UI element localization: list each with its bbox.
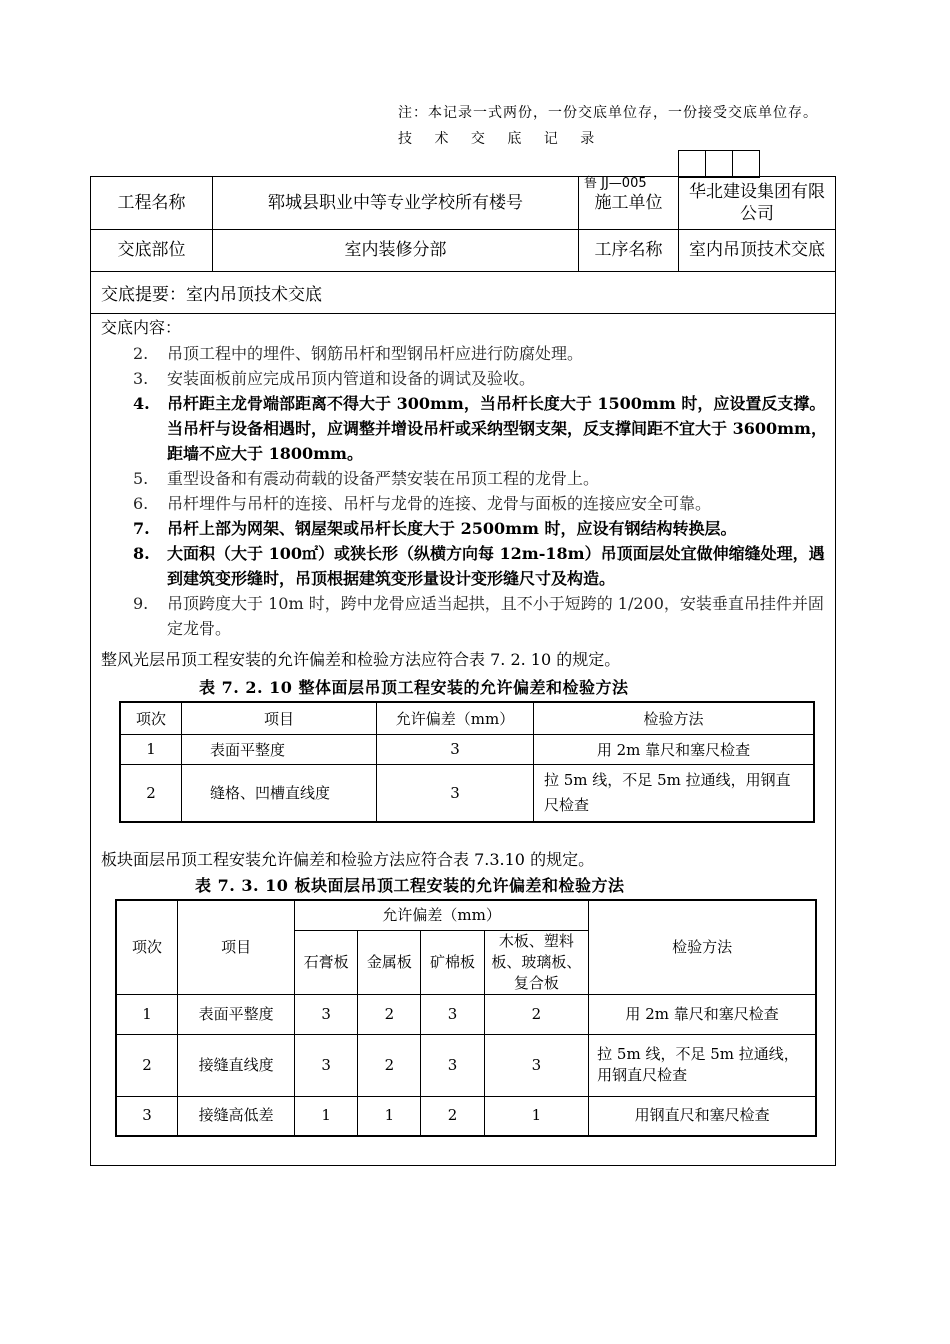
contractor-value: 华北建设集团有限公司: [689, 182, 825, 224]
table1-caption: 表 7. 2. 10 整体面层吊顶工程安装的允许偏差和检验方法: [199, 678, 629, 697]
list-item-number: 5.: [133, 469, 149, 488]
table1-cell: 表面平整度: [182, 734, 377, 764]
table2-h-sub: 木板、塑料板、玻璃板、复合板: [484, 930, 589, 994]
disclosure-summary: 交底提要：室内吊顶技术交底: [101, 284, 322, 305]
table2-cell: 3: [295, 1034, 358, 1096]
list-item-text: 吊顶工程中的埋件、钢筋吊杆和型钢吊杆应进行防腐处理。: [167, 344, 584, 363]
process-value: 室内吊顶技术交底: [689, 240, 825, 260]
project-name-label: 工程名称: [91, 177, 213, 229]
table2-intro: 板块面层吊顶工程安装允许偏差和检验方法应符合表 7.3.10 的规定。: [101, 850, 595, 869]
list-item-number: 9.: [133, 594, 149, 613]
list-item-number: 4.: [133, 394, 150, 413]
part-value: 室内装修分部: [213, 229, 579, 271]
part-label: 交底部位: [91, 229, 213, 271]
list-item: [91, 516, 837, 541]
record-number-boxes: [678, 150, 760, 178]
table-row: [116, 1034, 816, 1096]
document-title: 技 术 交 底 记 录: [398, 131, 604, 147]
content-item-list: [91, 341, 837, 641]
table2: [115, 899, 817, 1137]
table2-cell: 接缝高低差: [178, 1096, 295, 1136]
table1-header-row: [120, 702, 814, 734]
list-item: [91, 366, 837, 391]
table2-h-sub: 石膏板: [295, 930, 358, 994]
table2-cell: 2: [358, 994, 421, 1034]
table2-cell: 拉 5m 线，不足 5m 拉通线，用钢直尺检查: [589, 1034, 816, 1096]
project-name-value: 郓城县职业中等专业学校所有楼号: [213, 177, 579, 229]
header-row-2: [91, 229, 835, 272]
header-row-1: [91, 177, 835, 230]
list-item-text: 重型设备和有震动荷载的设备严禁安装在吊顶工程的龙骨上。: [167, 469, 600, 488]
table1-cell: 3: [377, 734, 534, 764]
table-row: [116, 1096, 816, 1136]
list-item-number: 6.: [133, 494, 149, 513]
record-note: 注：本记录一式两份，一份交底单位存，一份接受交底单位存。: [398, 105, 818, 121]
table2-header-row-1: [116, 900, 816, 930]
table2-h-sub: 金属板: [358, 930, 421, 994]
table2-cell: 3: [421, 994, 484, 1034]
list-item-text: 安装面板前应完成吊顶内管道和设备的调试及验收。: [167, 369, 536, 388]
content-label: 交底内容：: [101, 318, 182, 337]
table1-cell: 1: [120, 734, 182, 764]
list-item-number: 8.: [133, 544, 150, 563]
table1-cell: 缝格、凹槽直线度: [182, 764, 377, 822]
disclosure-form: [90, 176, 836, 1166]
list-item-text: 吊杆埋件与吊杆的连接、吊杆与龙骨的连接、龙骨与面板的连接应安全可靠。: [167, 494, 712, 513]
table2-h-sub: 矿棉板: [421, 930, 484, 994]
document-code: 鲁 JJ—005: [584, 176, 647, 191]
list-item-number: 2.: [133, 344, 149, 363]
list-item: [91, 491, 837, 516]
table1-h-method: 检验方法: [534, 702, 815, 734]
list-item-text: 吊杆距主龙骨端部距离不得大于 300mm，当吊杆长度大于 1500mm 时，应设置反支撑。当吊杆与设备相遇时，应调整并增设吊杆或采纳型钢支架，反支撑间距不宜大于 3600mm，距墙不应大于 1800mm。: [167, 394, 827, 463]
table2-cell: 3: [421, 1034, 484, 1096]
list-item: [91, 391, 837, 466]
table1-h-tolerance: 允许偏差（mm）: [377, 702, 534, 734]
table1-cell: 拉 5m 线，不足 5m 拉通线，用钢直尺检查: [534, 764, 815, 822]
table1-h-index: 项次: [120, 702, 182, 734]
table2-cell: 2: [116, 1034, 178, 1096]
table2-cell: 表面平整度: [178, 994, 295, 1034]
table2-cell: 2: [421, 1096, 484, 1136]
table1-h-item: 项目: [182, 702, 377, 734]
table2-cell: 接缝直线度: [178, 1034, 295, 1096]
table2-cell: 3: [295, 994, 358, 1034]
table2-h-index: 项次: [116, 900, 178, 994]
table-row: [120, 734, 814, 764]
list-item: [91, 466, 837, 491]
table2-cell: 1: [116, 994, 178, 1034]
table2-cell: 3: [116, 1096, 178, 1136]
table2-cell: 3: [484, 1034, 589, 1096]
list-item: [91, 591, 837, 641]
list-item-text: 大面积（大于 100㎡）或狭长形（纵横方向每 12m-18m）吊顶面层处宜做伸缩缝处理，遇到建筑变形缝时，吊顶根据建筑变形量设计变形缝尺寸及构造。: [167, 544, 825, 588]
list-item-text: 吊顶跨度大于 10m 时，跨中龙骨应适当起拱，且不小于短跨的 1/200，安装垂直吊挂件并固定龙骨。: [167, 594, 824, 638]
table2-cell: 1: [358, 1096, 421, 1136]
table1-cell: 3: [377, 764, 534, 822]
table2-caption: 表 7. 3. 10 板块面层吊顶工程安装的允许偏差和检验方法: [195, 876, 625, 895]
table2-cell: 用 2m 靠尺和塞尺检查: [589, 994, 816, 1034]
list-item: [91, 541, 837, 591]
list-item-text: 吊杆上部为网架、钢屋架或吊杆长度大于 2500mm 时，应设有钢结构转换层。: [167, 519, 737, 538]
table2-cell: 1: [484, 1096, 589, 1136]
table1-cell: 2: [120, 764, 182, 822]
table2-h-item: 项目: [178, 900, 295, 994]
table1: [119, 701, 815, 823]
table2-h-group: 允许偏差（mm）: [295, 900, 589, 930]
table-row: [120, 764, 814, 822]
table2-cell: 2: [484, 994, 589, 1034]
table-row: [116, 994, 816, 1034]
list-item-number: 3.: [133, 369, 149, 388]
list-item: [91, 341, 837, 366]
table2-cell: 2: [358, 1034, 421, 1096]
list-item-number: 7.: [133, 519, 150, 538]
table2-cell: 用钢直尺和塞尺检查: [589, 1096, 816, 1136]
process-label: 工序名称: [579, 229, 679, 271]
table2-cell: 1: [295, 1096, 358, 1136]
contractor-label: 施工单位: [579, 177, 679, 229]
summary-row: [91, 271, 835, 314]
table1-cell: 用 2m 靠尺和塞尺检查: [534, 734, 815, 764]
table1-intro: 整风光层吊顶工程安装的允许偏差和检验方法应符合表 7. 2. 10 的规定。: [101, 650, 621, 669]
table2-h-method: 检验方法: [589, 900, 816, 994]
